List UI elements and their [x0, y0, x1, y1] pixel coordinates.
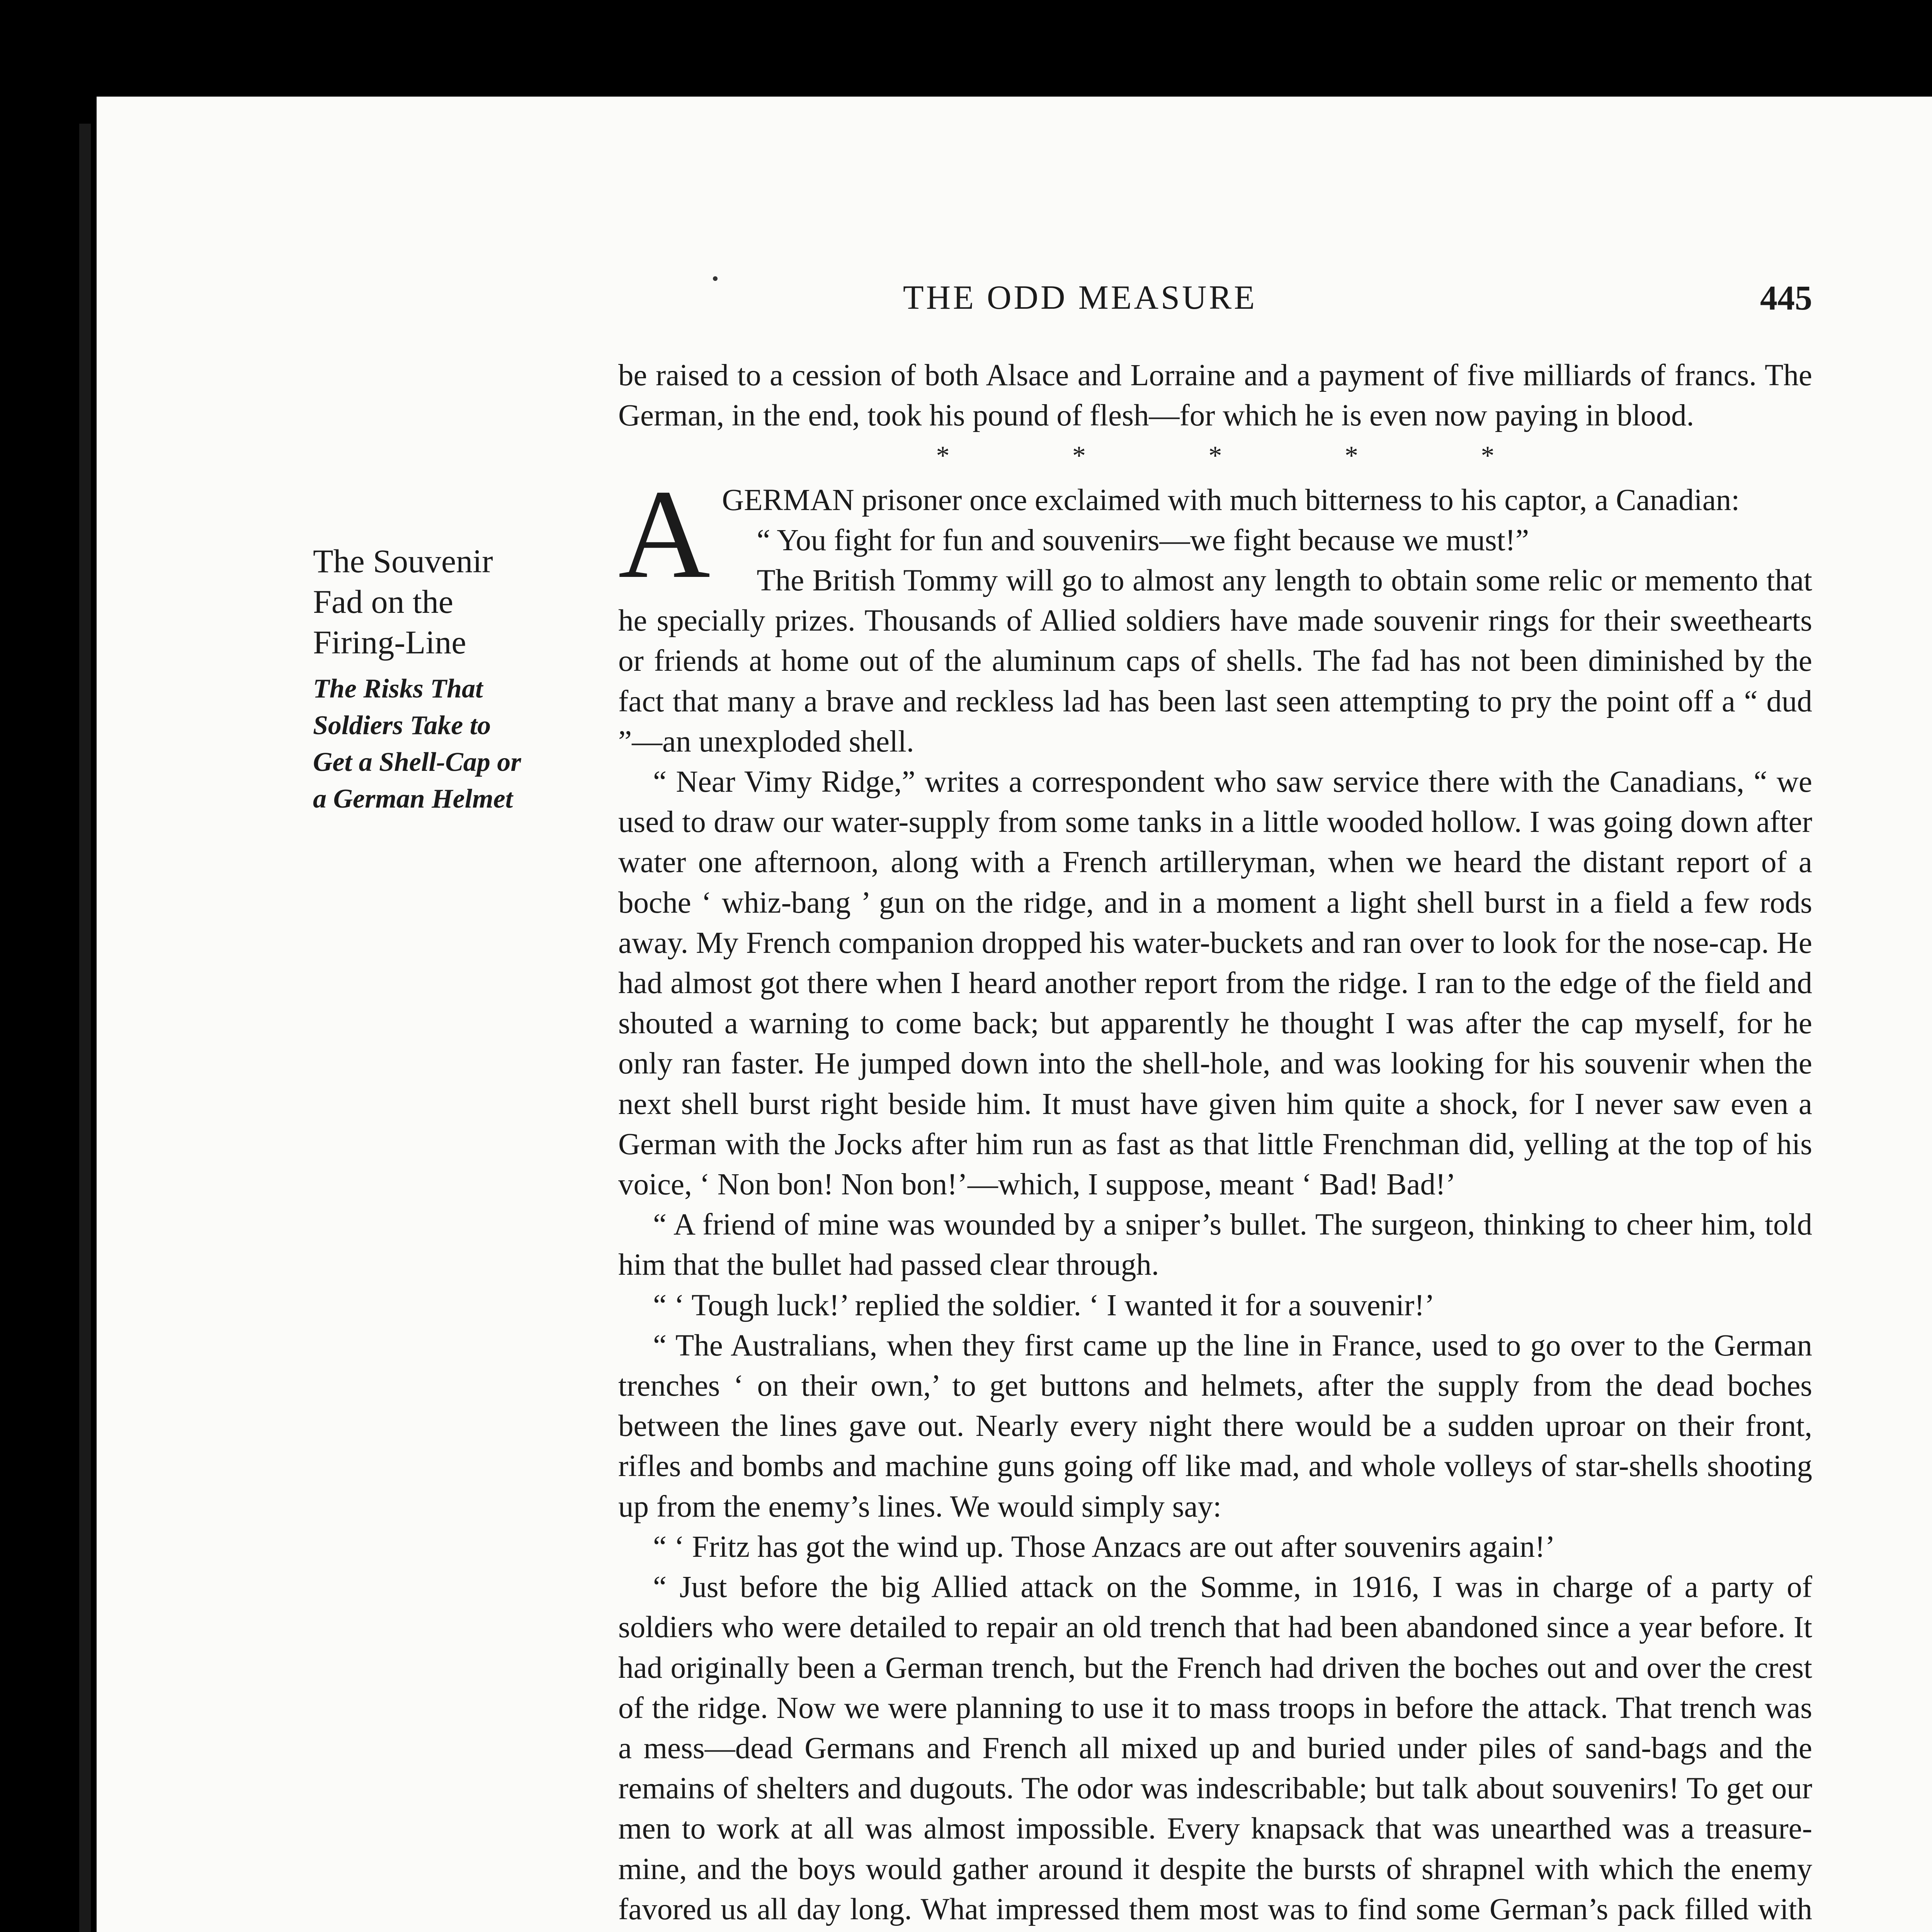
- margin-heading: [313, 541, 591, 817]
- margin-title-line: Fad on the: [313, 583, 454, 620]
- margin-title-line: Firing-Line: [313, 624, 466, 661]
- paragraph: “ ‘ Tough luck!’ replied the soldier. ‘ I wanted it for a souvenir!’: [653, 1288, 1435, 1322]
- margin-subtitle-line: Soldiers Take to: [313, 711, 491, 740]
- paragraph: “ The Australians, when they first came up the line in France, used to go over to the German trenches ‘ on their own,’ to get buttons and helmets, after the supply from the dead boches between the lines gave out. Nearly every night there would be a sudden uproar on their front, rifles and bombs and machine guns going off like mad, and whole volleys of star-shells shooting up from the enemy’s lines. We would simply say:: [618, 1328, 1812, 1524]
- paragraph: “ ‘ Fritz has got the wind up. Those Anzacs are out after souvenirs again!’: [653, 1530, 1555, 1564]
- paragraph: The British Tommy will go to almost any length to obtain some relic or memento that he specially prizes. Thousands of Allied soldiers have made souvenir rings for their sweethearts or friends at home out of the aluminum caps of shells. The fad has not been diminished by the fact that many a brave and reckless lad has been last seen attempting to pry the point off a “ dud ”—an unexploded shell.: [618, 564, 1812, 759]
- paragraph: “ Just before the big Allied attack on the Somme, in 1916, I was in charge of a party of soldiers who were detailed to repair an old trench that had been abandoned since a year before. It had originally been a German trench, but the French had driven the boches out and over the crest of the ridge. Now we were planning to use it to mass troops in before the attack. That trench was a mess—dead Germans and French all mixed up and buried under piles of sand-bags and the remains of shelters and dugouts. The odor was indescribable; but talk about souvenirs! To get our men to work at all was almost impossible. Every knapsack that was unearthed was a treasure-mine, and the boys would gather around it despite the bursts of shrapnel with which the enemy favored us all day long. What impressed them most was to find some German’s pack filled with: [618, 1570, 1812, 1926]
- margin-subtitle: [313, 670, 591, 817]
- opening-paragraph: be raised to a cession of both Alsace and Lorraine and a payment of five milliards of francs. The German, in the end, took his pound of flesh—for which he is even now paying in blood.: [618, 359, 1812, 433]
- text-column: [618, 355, 1812, 1932]
- page-number: 445: [1760, 279, 1812, 317]
- margin-title-line: The Souvenir: [313, 543, 493, 580]
- page-spine-edge: [79, 124, 91, 1932]
- first-paragraph-text: GERMAN prisoner once exclaimed with much bitterness to his captor, a Canadian:: [722, 483, 1740, 517]
- running-title: THE ODD MEASURE: [903, 279, 1257, 316]
- margin-subtitle-line: The Risks That: [313, 674, 483, 704]
- paragraph: “ You fight for fun and souvenirs—we fight because we must!”: [757, 523, 1529, 557]
- margin-subtitle-line: Get a Shell-Cap or: [313, 747, 521, 777]
- margin-title: [313, 541, 591, 663]
- section-separator: * * * * *: [936, 441, 1553, 471]
- drop-cap: A: [618, 463, 711, 605]
- paragraph: “ A friend of mine was wounded by a sniper’s bullet. The surgeon, thinking to cheer him, told him that the bullet had passed clear through.: [618, 1208, 1812, 1282]
- margin-subtitle-line: a German Helmet: [313, 784, 513, 814]
- running-head: [618, 278, 1812, 328]
- paragraph: “ Near Vimy Ridge,” writes a correspondent who saw service there with the Canadians, “ we used to draw our water-supply from some tanks in a little wooded hollow. I was going down after water one afternoon, along with a French artilleryman, when we heard the distant report of a boche ‘ whiz-bang ’ gun on the ridge, and in a moment a light shell burst in a field a few rods away. My French companion dropped his water-buckets and ran over to look for the nose-cap. He had almost got there when I heard another report from the ridge. I ran to the edge of the field and shouted a warning to come back; but apparently he thought I was after the cap myself, for he only ran faster. He jumped down into the shell-hole, and was looking for his souvenir when the next shell burst right beside him. It must have given him quite a shock, for I never saw even a German with the Jocks after him run as fast as that little Frenchman did, yelling at the top of his voice, ‘ Non bon! Non bon!’—which, I suppose, meant ‘ Bad! Bad!’: [618, 765, 1812, 1202]
